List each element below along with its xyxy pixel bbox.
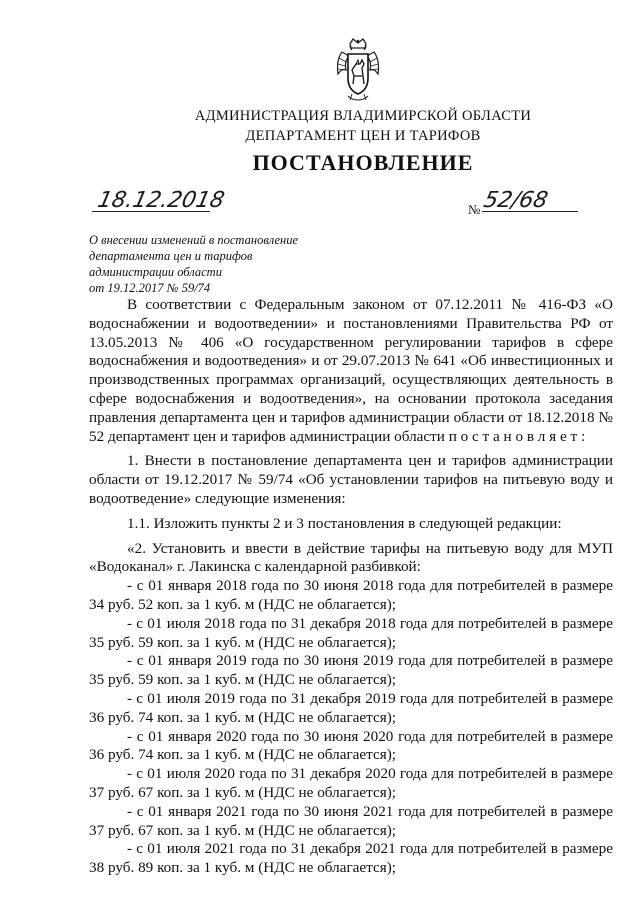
subject-line: администрации области (89, 265, 222, 279)
org-name-line2: ДЕПАРТАМЕНТ ЦЕН И ТАРИФОВ (245, 128, 481, 144)
tariff-item: - с 01 января 2021 года по 30 июня 2021 года для потребителей в размере 37 руб. 67 коп. за 1 куб. м (НДС не облагается); (89, 802, 613, 839)
tariff-item: - с 01 января 2020 года по 30 июня 2020 года для потребителей в размере 36 руб. 74 коп. за 1 куб. м (НДС не облагается); (89, 727, 613, 764)
document-number: 52/68 (481, 188, 551, 213)
tariff-item: - с 01 июля 2018 года по 31 декабря 2018 года для потребителей в размере 35 руб. 59 коп. за 1 куб. м (НДС не облагается); (89, 614, 613, 651)
document-date: 18.12.2018 (95, 188, 227, 213)
preamble-paragraph: В соответствии с Федеральным законом от 07.12.2011 № 416-ФЗ «О водоснабжении и водоотведении» и постановлениями Правительства РФ от 13.05.2013 № 406 «О государственном регулировании тарифов в сфере водоснабжения и водоотведения» и от 29.07.2013 № 641 «Об инвестиционных и производственных программах организаций, осуществляющих деятельность в сфере водоснабжения и водоотведения», на основании протокола заседания правления департамента цен и тарифов администрации области от 18.12.2018 № 52 департамент цен и тарифов администрации области п о с т а н о в л я е т : (89, 296, 613, 445)
document-body (89, 296, 613, 878)
item-2-intro-paragraph: «2. Установить и ввести в действие тарифы на питьевую воду для МУП «Водоканал» г. Лакинска с календарной разбивкой: (89, 539, 613, 576)
tariff-item: - с 01 июля 2019 года по 31 декабря 2019 года для потребителей в размере 36 руб. 74 коп. за 1 куб. м (НДС не облагается); (89, 689, 613, 726)
tariff-item: - с 01 июля 2021 года по 31 декабря 2021 года для потребителей в размере 38 руб. 89 коп. за 1 куб. м (НДС не облагается); (89, 840, 613, 877)
item-1-1-paragraph: 1.1. Изложить пункты 2 и 3 постановления в следующей редакции: (127, 514, 562, 532)
item-1-paragraph: 1. Внести в постановление департамента цен и тарифов администрации области от 19.12.2017 № 59/74 «Об установлении тарифов на питьевую воду и водоотведение» следующие изменения: (89, 452, 613, 507)
coat-of-arms-icon (332, 38, 384, 102)
tariff-item: - с 01 января 2019 года по 30 июня 2019 года для потребителей в размере 35 руб. 59 коп. за 1 куб. м (НДС не облагается); (89, 652, 613, 689)
subject-line: от 19.12.2017 № 59/74 (89, 281, 211, 295)
tariff-item: - с 01 января 2018 года по 30 июня 2018 года для потребителей в размере 34 руб. 52 коп. за 1 куб. м (НДС не облагается); (89, 577, 613, 613)
date-underline (92, 211, 210, 212)
document-title: ПОСТАНОВЛЕНИЕ (252, 150, 474, 175)
org-name-line1: АДМИНИСТРАЦИЯ ВЛАДИМИРСКОЙ ОБЛАСТИ (194, 108, 532, 124)
subject-line: департамента цен и тарифов (89, 249, 253, 263)
number-underline (482, 211, 578, 212)
number-label: № (468, 202, 481, 217)
subject-line: О внесении изменений в постановление (89, 233, 299, 247)
tariff-item: - с 01 июля 2020 года по 31 декабря 2020 года для потребителей в размере 37 руб. 67 коп. за 1 куб. м (НДС не облагается); (89, 765, 613, 801)
document-subject (89, 232, 298, 296)
